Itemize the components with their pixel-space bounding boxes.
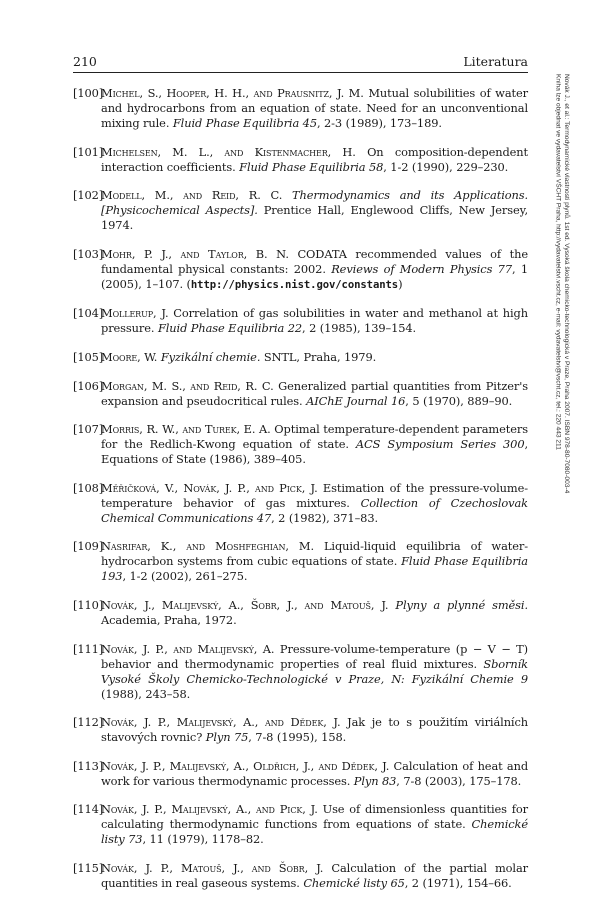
reference-item (73, 247, 528, 293)
reference-item (73, 759, 528, 789)
reference-source: Fluid Phase Equilibria 22 (157, 321, 303, 336)
reference-authors: Měřičková, V., Novák, J. P., and Pick, J. (101, 480, 318, 495)
reference-authors: Modell, M., and Reid, R. C. (101, 188, 283, 203)
reference-details: , 5 (1970), 889–90. (405, 393, 513, 408)
reference-authors: Nasrifar, K., and Moshfeghian, M. (101, 539, 314, 554)
reference-number: [105] (73, 349, 104, 364)
reference-authors: Mollerup, J. (101, 306, 169, 321)
reference-details: , 1-2 (1990), 229–230. (383, 159, 509, 174)
reference-number: [114] (73, 802, 104, 817)
reference-authors: Moore, W. (101, 349, 158, 364)
reference-list (73, 86, 528, 905)
reference-item (73, 86, 528, 131)
reference-text: Correlation of gas solubilities in water and methanol at high pressure. (101, 306, 528, 336)
reference-source: Fluid Phase Equilibria 193 (101, 554, 528, 584)
reference-text: Mutual solubilities of water and hydrocarbons from an equation of state. Need for an unconventional mixing rule. (101, 86, 528, 130)
reference-item (73, 802, 528, 847)
reference-text: Optimal temperature-dependent parameters for the Redlich-Kwong equation of state. (101, 422, 528, 452)
reference-url[interactable]: http://physics.nist.gov/constants (190, 278, 399, 291)
reference-number: [109] (73, 539, 104, 554)
section-title: Literatura (463, 54, 528, 69)
side-imprint-line-2: Kniha lze objednat ve vydavatelství VŠCHT Praha, http://vydavatelstvi.vscht.cz, e-mail: vydavatelstvi@vscht.cz, tel.: 220 443 211 (554, 74, 562, 450)
reference-source: Sborník Vysoké Školy Chemicko-Technologické v Praze, N: Fyzikální Chemie 9 (101, 656, 528, 686)
reference-number: [101] (73, 144, 104, 159)
reference-source: Fyzikální chemie. (160, 349, 261, 364)
reference-details: (1988), 243–58. (101, 686, 191, 701)
reference-item (73, 598, 528, 628)
reference-source: Thermodynamics and its Applications. [Physicochemical Aspects]. (101, 188, 528, 218)
reference-authors: Morris, R. W., and Turek, E. A. (101, 422, 271, 437)
reference-source: Fluid Phase Equilibria 45 (172, 116, 317, 130)
reference-item (73, 642, 528, 702)
reference-details-end: ) (398, 276, 403, 291)
reference-authors: Michelsen, M. L., and Kistenmacher, H. (101, 144, 356, 159)
reference-number: [113] (73, 758, 104, 773)
reference-number: [110] (73, 597, 104, 612)
reference-source: Collection of Czechoslovak Chemical Communications 47 (101, 495, 528, 525)
reference-details: Academia, Praha, 1972. (101, 612, 237, 627)
page-header (73, 55, 528, 73)
reference-number: [102] (73, 188, 104, 203)
reference-item (73, 350, 528, 365)
reference-number: [104] (73, 306, 104, 321)
reference-source: Plyn 75 (205, 730, 249, 745)
reference-item (73, 145, 528, 175)
reference-text: Liquid-liquid equilibria of water-hydrocarbon systems from cubic equations of state. (101, 539, 528, 569)
reference-authors: Novák, J. P., Malijevský, A., and Dědek, J. (101, 715, 341, 730)
reference-number: [107] (73, 422, 104, 437)
side-imprint-line-1: Novák J., et al.: Termodynamické vlastnosti plynů. 1st ed. Vysoká škola chemicko-technologická v Praze, Praha 2007. ISBN 978-80-7080-003-4 (563, 74, 570, 494)
reference-number: [100] (73, 86, 104, 100)
reference-source: Reviews of Modern Physics 77 (331, 261, 512, 276)
reference-text: CODATA recommended values of the fundamental physical constants: 2002. (101, 246, 528, 276)
reference-details: , 7-8 (1995), 158. (248, 730, 347, 745)
reference-source: ACS Symposium Series 300 (355, 437, 525, 452)
reference-details: , 1 (2005), 1–107. ( (101, 261, 528, 291)
reference-authors: Novák, J. P., Malijevský, A., Oldřich, J., and Dědek, J. (101, 758, 390, 773)
reference-details: , 2 (1971), 154–66. (404, 875, 512, 890)
reference-source: Chemické listy 65 (303, 875, 405, 890)
reference-text: Calculation of heat and work for various thermodynamic processes. (101, 758, 529, 788)
reference-source: Plyn 83 (353, 773, 397, 788)
reference-details: , 7-8 (2003), 175–178. (396, 773, 522, 788)
reference-item (73, 861, 528, 891)
reference-authors: Novák, J. P., Matouš, J., and Šobr, J. (101, 860, 324, 875)
reference-details: , 11 (1979), 1178–82. (142, 832, 264, 847)
reference-number: [115] (73, 860, 104, 875)
reference-item (73, 379, 528, 409)
reference-authors: Michel, S., Hooper, H. H., and Prausnitz, J. M. (101, 86, 364, 100)
reference-item (73, 306, 528, 336)
reference-item (73, 422, 528, 467)
reference-text: Calculation of the partial molar quantities in real gaseous systems. (101, 860, 529, 890)
reference-number: [112] (73, 715, 104, 730)
reference-source: Plyny a plynné směsi. (395, 597, 528, 612)
reference-details: , 2 (1982), 371–83. (271, 510, 378, 525)
reference-authors: Novák, J. P., Malijevský, A., and Pick, J. (101, 802, 318, 817)
reference-authors: Morgan, M. S., and Reid, R. C. (101, 378, 274, 393)
reference-item (73, 188, 528, 233)
side-imprint (553, 74, 570, 714)
reference-details: , 1-2 (2002), 261–275. (122, 569, 248, 584)
reference-source: AIChE Journal 16 (306, 393, 406, 408)
reference-details: , 2-3 (1989), 173–189. (316, 116, 442, 130)
reference-text: On composition-dependent interaction coefficients. (101, 144, 529, 174)
reference-text: Pressure-volume-temperature (p − V − T) behavior and thermodynamic properties of real fluid mixtures. (101, 641, 528, 671)
page-number: 210 (73, 54, 97, 69)
reference-item (73, 715, 528, 745)
reference-authors: Mohr, P. J., and Taylor, B. N. (101, 246, 289, 261)
reference-text: Generalized partial quantities from Pitzer's expansion and pseudocritical rules. (101, 378, 528, 408)
reference-item (73, 539, 528, 584)
reference-authors: Novák, J., Malijevský, A., Šobr, J., and Matouš, J. (101, 597, 389, 612)
reference-details: , Equations of State (1986), 389–405. (101, 437, 528, 467)
reference-text: Use of dimensionless quantities for calculating thermodynamic functions from equations of state. (101, 802, 528, 832)
reference-number: [106] (73, 378, 104, 393)
reference-number: [108] (73, 480, 104, 495)
reference-item (73, 481, 528, 526)
reference-text: Estimation of the pressure-volume-temperature behavior of gas mixtures. (101, 480, 528, 510)
reference-details: Prentice Hall, Englewood Cliffs, New Jersey, 1974. (101, 203, 528, 233)
reference-details: , 2 (1985), 139–154. (302, 321, 417, 336)
reference-text (282, 188, 292, 202)
reference-number: [103] (73, 246, 104, 261)
reference-source: Chemické listy 73 (101, 817, 528, 847)
reference-text: Jak je to s použitím viriálních stavových rovnic? (101, 715, 528, 745)
reference-authors: Novák, J. P., and Malijevský, A. (101, 641, 275, 656)
reference-number: [111] (73, 641, 104, 656)
reference-details: SNTL, Praha, 1979. (260, 349, 377, 364)
reference-source: Fluid Phase Equilibria 58 (239, 159, 384, 174)
